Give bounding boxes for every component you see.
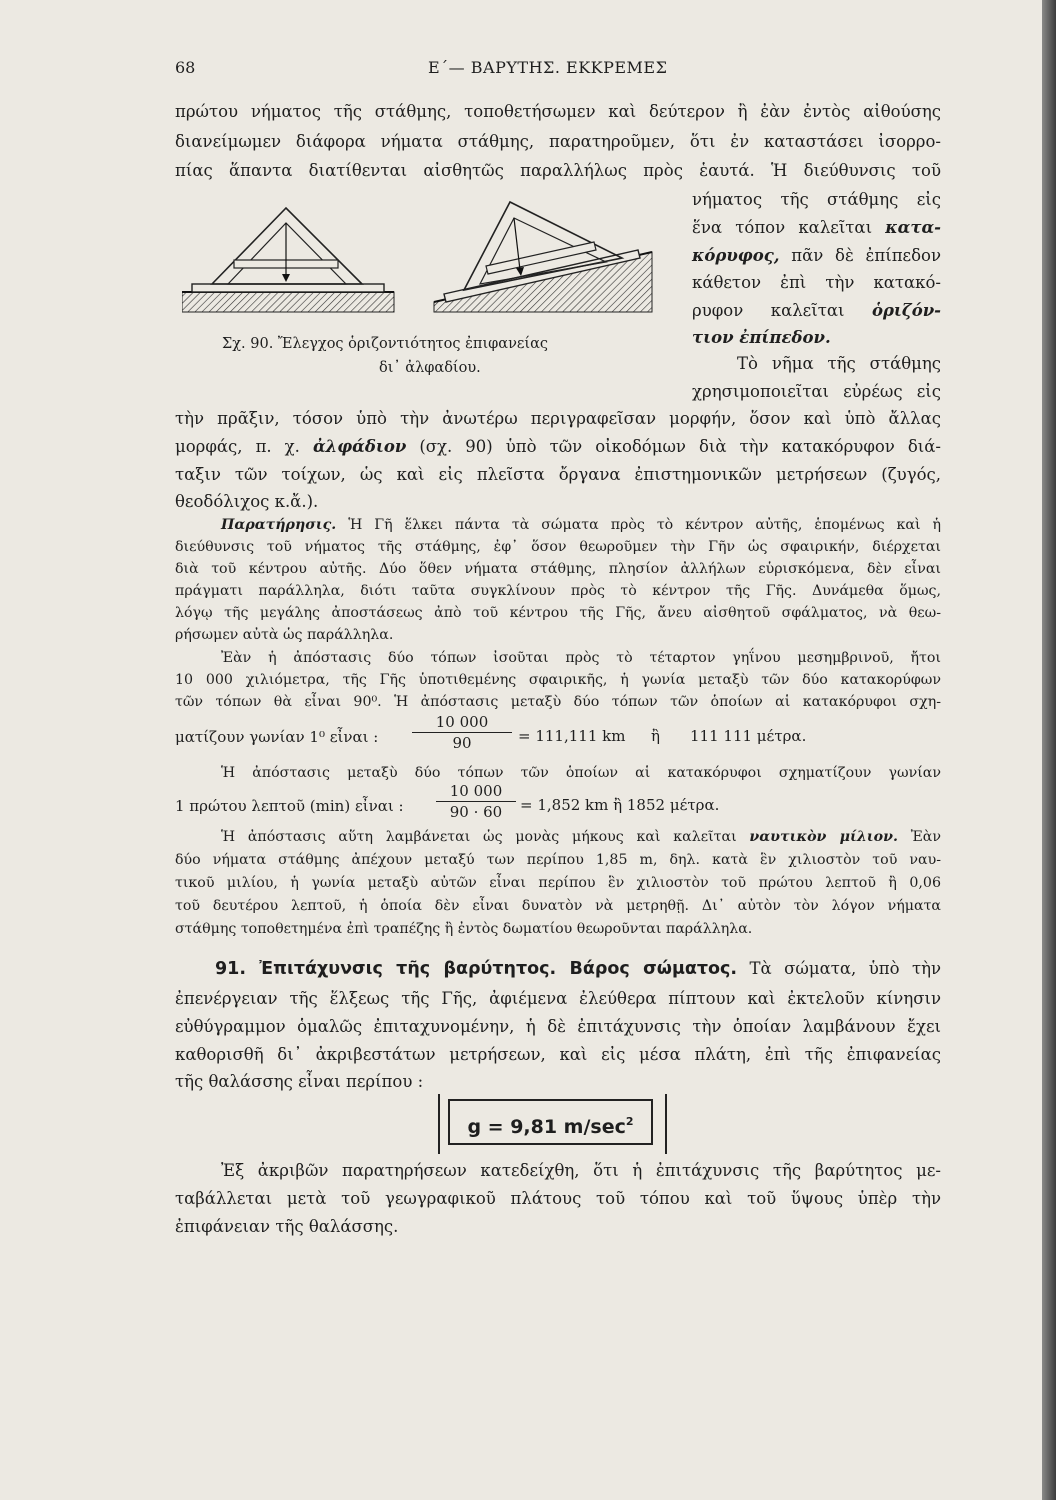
text-line: τῆς θαλάσσης εἶναι περίπου : <box>175 1072 424 1091</box>
formula-2-prefix: 1 πρώτου λεπτοῦ (min) εἶναι : <box>175 797 404 815</box>
text-span: μορφάς, π. χ. <box>175 437 300 456</box>
text-span: Ἡ Γῆ ἕλκει πάντα τὰ σώματα πρὸς τὸ κέντρον αὐτῆς, ἑπομένως καὶ ἡ <box>348 517 942 533</box>
text-line: κάθετον ἐπὶ τὴν κατακό- <box>692 273 941 292</box>
page-number: 68 <box>175 58 196 77</box>
text-line: τοῦ δευτέρου λεπτοῦ, ἡ ὁποία δὲν εἶναι δυνατὸν νὰ μετρηθῇ. Δι᾽ αὐτὸν τὸν λόγον νήματα <box>175 898 941 914</box>
text-line: Ἐὰν ἡ ἀπόστασις δύο τόπων ἰσοῦται πρὸς τὸ τέταρτον γηΐνου μεσημβρινοῦ, ἤτοι <box>221 650 941 666</box>
page-edge-shadow <box>1042 0 1056 1500</box>
text-line: 10 000 χιλιόμετρα, τῆς Γῆς ὑποτιθεμένης σφαιρικῆς, ἡ γωνία μεταξὺ τῶν δύο κατακορύφων <box>175 672 941 688</box>
figure-caption-line: Σχ. 90. Ἔλεγχος ὁριζοντιότητος ἐπιφανείας <box>222 336 548 352</box>
formula-1-prefix: ματίζουν γωνίαν 1⁰ εἶναι : <box>175 728 379 746</box>
term-horizontal: ὁριζόν- <box>871 301 941 320</box>
text-line: τῶν τόπων θὰ εἶναι 90⁰. Ἡ ἀπόστασις μεταξὺ δύο τόπων τῶν ὁποίων αἱ κατακόρυφοι σχη- <box>175 694 941 710</box>
term-level-tool: ἀλφάδιον <box>312 437 407 456</box>
text-line <box>221 515 941 535</box>
text-line: τὴν πρᾶξιν, τόσον ὑπὸ τὴν ἀνωτέρω περιγραφεῖσαν μορφήν, ὅσον καὶ ὑπὸ ἄλλας <box>175 409 941 428</box>
remark-label: Παρατήρησις. <box>221 517 337 533</box>
text-line: θεοδόλιχος κ.ἄ.). <box>175 492 319 511</box>
section-heading: 91. Ἐπιτάχυνσις τῆς βαρύτητος. Βάρος σώματος. <box>215 959 738 979</box>
text-line <box>692 245 941 267</box>
running-head <box>0 58 1056 80</box>
text-line: καθορισθῆ δι᾽ ἀκριβεστάτων μετρήσεων, καὶ εἰς μέσα πλάτη, ἐπὶ τῆς ἐπιφανείας <box>175 1045 941 1064</box>
text-line: ἐπενέργειαν τῆς ἕλξεως τῆς Γῆς, ἀφιέμενα ἐλεύθερα πίπτουν καὶ ἐκτελοῦν κίνησιν <box>175 989 941 1008</box>
text-span: Ἡ ἀπόστασις αὕτη λαμβάνεται ὡς μονὰς μήκους καὶ καλεῖται <box>221 829 737 845</box>
text-line: διὰ τοῦ κέντρου αὐτῆς. Δύο ὅθεν νήματα στάθμης, πλησίον ἀλλήλων εὑρισκόμενα, δὲν εἶναι <box>175 561 941 577</box>
text-line <box>692 300 941 322</box>
level-on-inclined-surface <box>434 202 652 312</box>
text-line <box>692 217 941 239</box>
text-span: Ἐὰν <box>910 829 941 845</box>
text-line: Τὸ νῆμα τῆς στάθμης <box>737 354 941 373</box>
text-line <box>175 436 941 458</box>
gravity-formula-box <box>448 1099 653 1145</box>
text-line: διεύθυνσις τοῦ νήματος τῆς στάθμης, ἐφ᾽ ὅσον θεωροῦμεν τὴν Γῆν ὡς σφαιρικήν, διέρχεται <box>175 539 941 555</box>
text-line <box>692 327 831 349</box>
text-line: ἐπιφάνειαν τῆς θαλάσσης. <box>175 1217 399 1236</box>
text-line: στάθμης τοποθετημένα ἐπὶ τραπέζης ἢ ἐντὸς δωματίου θεωροῦνται παράλληλα. <box>175 921 753 937</box>
text-line: εὐθύγραμμον ὁμαλῶς ἐπιταχυνομένην, ἡ δὲ ἐπιτάχυνσις τὴν ὁποίαν λαμβάνουν ἔχει <box>175 1017 941 1036</box>
term-nautical-mile: ναυτικὸν μίλιον. <box>749 829 898 845</box>
formula-1-fraction <box>412 713 512 752</box>
text-line: Ἡ ἀπόστασις μεταξὺ δύο τόπων τῶν ὁποίων αἱ κατακόρυφοι σχηματίζουν γωνίαν <box>221 765 941 781</box>
text-span: πᾶν δὲ ἐπίπεδον <box>791 246 941 265</box>
text-line: δύο νήματα στάθμης ἀπέχουν μεταξύ των περίπου 1,85 m, δηλ. κατὰ ἓν χιλιοστὸν τοῦ ναυ- <box>175 852 941 868</box>
text-line: ρήσωμεν αὐτὰ ὡς παράλληλα. <box>175 627 394 643</box>
text-span: (σχ. 90) ὑπὸ τῶν οἰκοδόμων διὰ τὴν κατακόρυφον διά- <box>419 437 941 456</box>
formula-1-or: ἢ <box>651 727 660 745</box>
text-line: ταξιν τῶν τοίχων, ὡς καὶ εἰς πλεῖστα ὄργανα ἐπιστημονικῶν μετρήσεων (ζυγός, <box>175 465 941 484</box>
term-vertical-cont: κόρυφος, <box>692 246 780 265</box>
term-vertical: κατα- <box>885 218 942 237</box>
text-line: χρησιμοποιεῖται εὐρέως εἰς <box>692 382 941 401</box>
text-line: Ἐξ ἀκριβῶν παρατηρήσεων κατεδείχθη, ὅτι ἡ ἐπιτάχυνσις τῆς βαρύτητος με- <box>221 1161 941 1180</box>
formula-1-result: = 111,111 km <box>518 727 626 745</box>
section-91-first-line <box>215 958 941 980</box>
formula-2-numerator: 10 000 <box>449 782 503 800</box>
text-line: λόγῳ τῆς μεγάλης ἀποστάσεως ἀπὸ τοῦ κέντρου τῆς Γῆς, ἄνευ αἰσθητοῦ σφάλματος, νὰ θεω- <box>175 605 941 621</box>
fraction-bar <box>412 732 512 733</box>
text-line: πρώτου νήματος τῆς στάθμης, τοποθετήσωμεν καὶ δεύτερον ἢ ἐὰν ἐντὸς αἰθούσης <box>175 102 941 121</box>
fraction-bar <box>436 801 516 802</box>
text-line: τικοῦ μιλίου, ἡ γωνία μεταξὺ αὐτῶν εἶναι περίπου ἓν χιλιοστὸν τοῦ πρώτου λεπτοῦ ἢ 0,06 <box>175 875 941 891</box>
formula-2-denominator: 90 · 60 <box>449 803 503 821</box>
level-on-horizontal-surface <box>182 208 394 312</box>
gravity-formula-exponent: 2 <box>625 1115 634 1128</box>
formula-2-result: = 1,852 km ἢ 1852 μέτρα. <box>520 796 720 814</box>
text-span: Τὰ σώματα, ὑπὸ τὴν <box>749 959 942 978</box>
text-line: πράγματι παράλληλα, διότι ταῦτα συγκλίνουν πρὸς τὸ κέντρον τῆς Γῆς. Δυνάμεθα ὅμως, <box>175 583 941 599</box>
formula-1-numerator: 10 000 <box>435 713 489 731</box>
text-line: διανείμωμεν διάφορα νήματα στάθμης, παρατηροῦμεν, ὅτι ἐν καταστάσει ἰσορρο- <box>175 132 941 151</box>
gravity-formula: g = 9,81 m/sec <box>467 1116 626 1138</box>
chapter-title: Ε΄— ΒΑΡΥΤΗΣ. ΕΚΚΡΕΜΕΣ <box>428 58 668 77</box>
figure-caption-line: δι᾽ ἀλφαδίου. <box>379 360 481 376</box>
gravity-formula-frame <box>438 1094 667 1154</box>
text-line <box>221 827 941 847</box>
text-span: ρυφον καλεῖται <box>692 301 845 320</box>
text-line: νήματος τῆς στάθμης εἰς <box>692 190 941 209</box>
term-horizontal-plane: τιον ἐπίπεδον. <box>692 328 831 347</box>
formula-1-denominator: 90 <box>452 734 472 752</box>
text-span: ἕνα τόπον καλεῖται <box>692 218 873 237</box>
formula-2-fraction <box>436 782 516 821</box>
text-line: ταβάλλεται μετὰ τοῦ γεωγραφικοῦ πλάτους τοῦ τόπου καὶ τοῦ ὕψους ὑπὲρ τὴν <box>175 1189 941 1208</box>
formula-1-alt: 111 111 μέτρα. <box>690 727 807 745</box>
text-line: πίας ἅπαντα διατίθενται αἰσθητῶς παραλλήλως πρὸς ἑαυτά. Ἡ διεύθυνσις τοῦ <box>175 161 941 180</box>
figure-90-level-diagram <box>182 190 682 325</box>
